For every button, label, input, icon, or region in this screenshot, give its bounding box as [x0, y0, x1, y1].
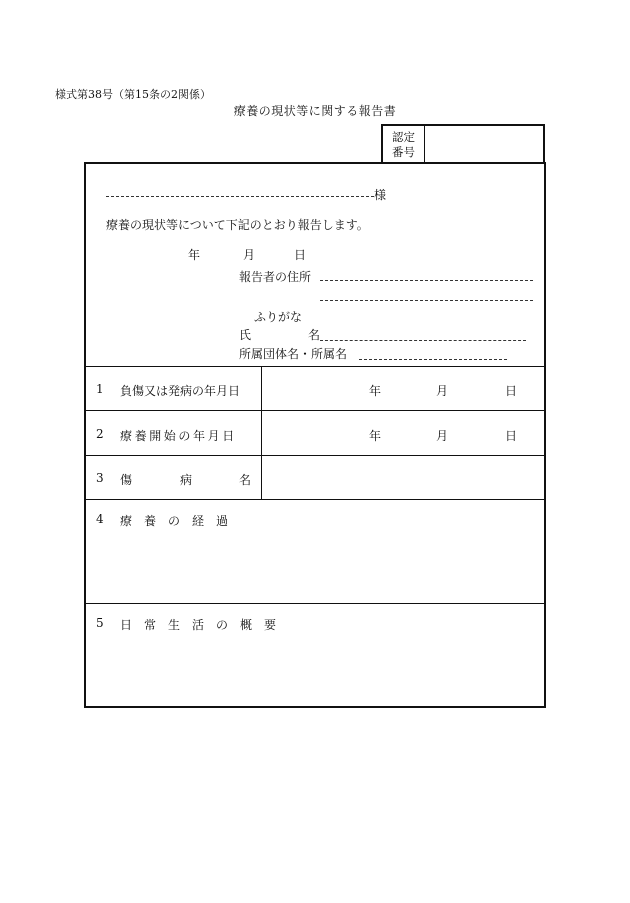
row-divider: [86, 603, 544, 604]
name-label-left: 氏: [239, 328, 252, 342]
statement-text: 療養の現状等について下記のとおり報告します。: [106, 218, 369, 232]
addressee-suffix: 様: [374, 188, 387, 202]
certification-box: [381, 124, 545, 164]
certification-label-line1: 認定: [392, 130, 415, 144]
row-2-year: 年: [369, 429, 382, 443]
page-title: 療養の現状等に関する報告書: [233, 104, 397, 118]
row-1-month: 月: [436, 384, 449, 398]
report-date-month: 月: [243, 248, 256, 262]
affiliation-label: 所属団体名・所属名: [239, 347, 348, 361]
affiliation-field[interactable]: [359, 359, 507, 360]
reporter-address-label: 報告者の住所: [239, 270, 312, 284]
row-5-number: 5: [96, 616, 104, 630]
certification-label: [383, 126, 425, 164]
certification-label-line2: 番号: [392, 145, 415, 159]
name-label-right: 名: [308, 328, 321, 342]
row-3-label-right: 名: [239, 473, 252, 487]
row-2-number: 2: [96, 427, 104, 441]
form-number: 様式第38号（第15条の2関係）: [55, 88, 211, 101]
reporter-address-field-1[interactable]: [320, 280, 533, 281]
reporter-address-field-2[interactable]: [320, 300, 533, 301]
report-date-day: 日: [294, 248, 307, 262]
report-date-year: 年: [188, 248, 201, 262]
addressee-field[interactable]: [106, 196, 374, 197]
row-1-year: 年: [369, 384, 382, 398]
row-3-label-left: 傷: [120, 473, 133, 487]
row-1-day: 日: [505, 384, 518, 398]
injury-name-field[interactable]: [262, 456, 544, 499]
row-4-number: 4: [96, 512, 104, 526]
row-2-label: 療養開始の年月日: [120, 429, 237, 443]
report-form: [84, 162, 546, 708]
row-1-number: 1: [96, 382, 104, 396]
row-divider: [86, 499, 544, 500]
treatment-progress-field[interactable]: [86, 530, 544, 602]
row-4-label: 療 養 の 経 過: [120, 514, 229, 528]
row-3-number: 3: [96, 471, 104, 485]
daily-life-summary-field[interactable]: [86, 634, 544, 706]
row-2-day: 日: [505, 429, 518, 443]
treatment-start-date-field[interactable]: [262, 411, 544, 455]
row-5-label: 日 常 生 活 の 概 要: [120, 618, 277, 632]
row-3-label-mid: 病: [180, 473, 193, 487]
certification-number-field[interactable]: [425, 126, 543, 164]
row-2-month: 月: [436, 429, 449, 443]
name-field[interactable]: [320, 340, 526, 341]
row-1-label: 負傷又は発病の年月日: [120, 384, 241, 398]
injury-onset-date-field[interactable]: [262, 367, 544, 410]
furigana-label: ふりがな: [254, 310, 303, 324]
